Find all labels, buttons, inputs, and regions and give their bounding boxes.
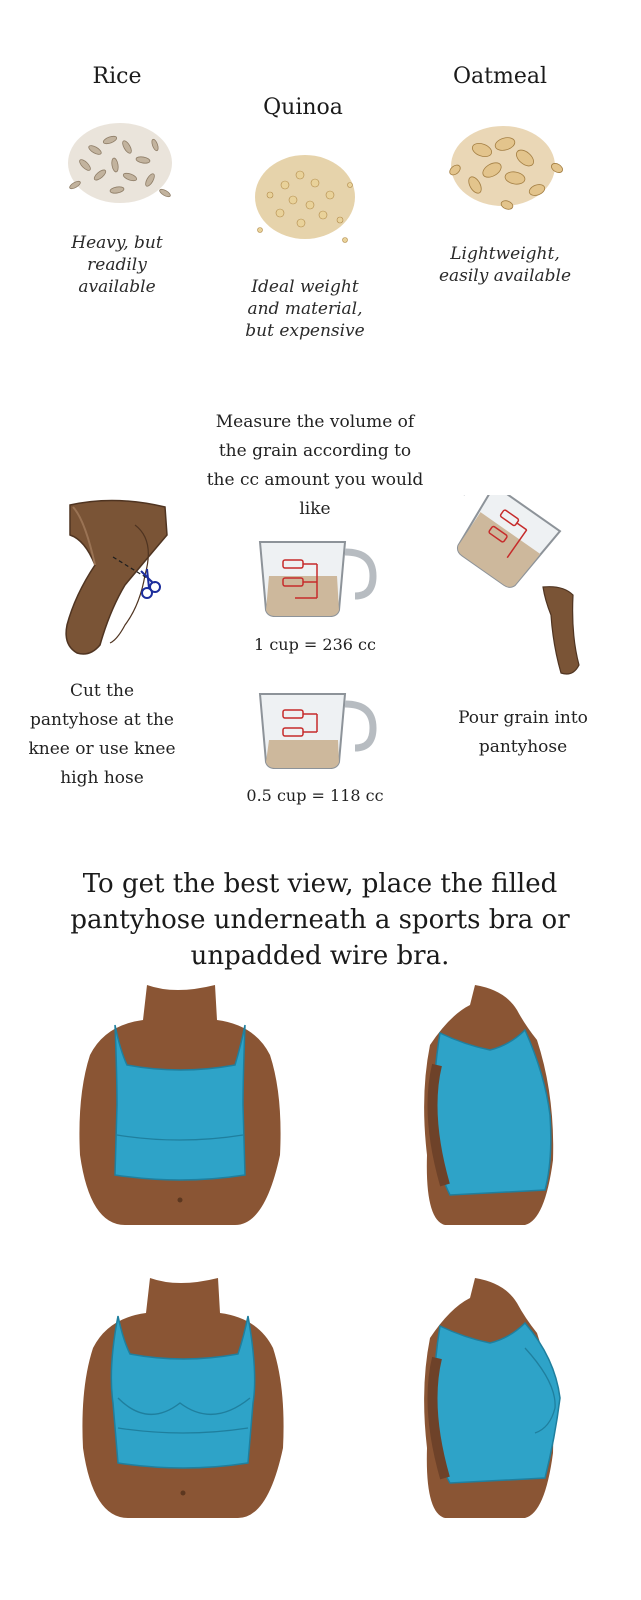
torso-side-flat (405, 985, 565, 1230)
oatmeal-pile-illustration (437, 110, 572, 220)
quinoa-pile-illustration (245, 145, 365, 250)
cup-full-caption: 1 cup = 236 cc (254, 635, 376, 654)
headline: To get the best view, place the filled pantyhose underneath a sports bra or unpadded wire bra. (70, 869, 570, 971)
torso-side-filled (405, 1278, 565, 1523)
rice-pile-illustration (55, 105, 185, 215)
measure-instruction: Measure the volume of the grain according to the cc amount you would like (206, 412, 424, 519)
measuring-cup-half-illustration (255, 688, 380, 770)
torso-front-filled (68, 1278, 298, 1523)
pour-instruction: Pour grain into pantyhose (458, 708, 588, 757)
rice-title: Rice (92, 64, 142, 89)
cup-half-caption: 0.5 cup = 118 cc (246, 786, 384, 805)
measuring-cup-full-illustration (255, 536, 380, 618)
rice-note: Heavy, but readily available (71, 233, 163, 297)
oatmeal-title: Oatmeal (452, 64, 548, 89)
torso-front-flat (65, 985, 295, 1230)
cut-instruction: Cut the pantyhose at the knee or use knee high hose (28, 681, 176, 788)
cut-pantyhose-illustration (55, 495, 180, 660)
oatmeal-note: Lightweight, easily available (438, 244, 572, 286)
pour-grain-illustration (455, 495, 595, 680)
quinoa-title: Quinoa (263, 95, 343, 120)
quinoa-note: Ideal weight and material, but expensive (245, 277, 365, 341)
